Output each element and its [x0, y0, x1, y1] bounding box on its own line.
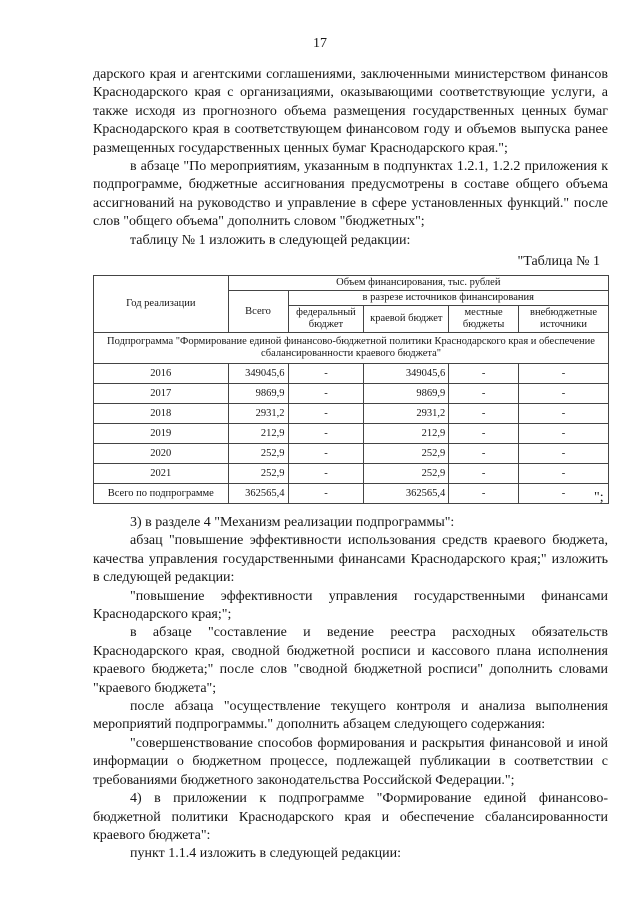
table-row: [94, 364, 609, 384]
table-row: [94, 444, 609, 464]
subprogram-row: Подпрограмма "Формирование единой финансово-бюджетной политики Краснодарского края и обеспечение сбалансированности краевого бюджета": [94, 333, 609, 364]
cell-year: 2017: [94, 384, 229, 404]
cell-federal: -: [288, 384, 364, 404]
cell-year: 2021: [94, 464, 229, 484]
cell-federal: -: [288, 484, 364, 504]
total-row: [94, 484, 609, 504]
cell-regional: 362565,4: [364, 484, 449, 504]
paragraph: "совершенствование способов формирования и раскрытия финансовой и иной информации о бюджетном процессе, подлежащей публикации в соответствии с требованиями бюджетного законодательства Российской Федерации.";: [93, 735, 608, 788]
paragraph: в абзаце "По мероприятиям, указанным в подпунктах 1.2.1, 1.2.2 приложения к подпрограмме, бюджетные ассигнования предусмотрены в составе общего объема ассигнований на руководство и управление в сфере установленных функций." после слов "общего объема" дополнить словом "бюджетных";: [93, 159, 608, 230]
table-end-mark: ";: [594, 490, 604, 505]
paragraph: таблицу № 1 изложить в следующей редакции:: [130, 232, 411, 248]
cell-extra: -: [519, 444, 609, 464]
cell-regional: 252,9: [364, 444, 449, 464]
cell-local: -: [449, 364, 519, 384]
table-row: [94, 404, 609, 424]
cell-total: 252,9: [228, 444, 288, 464]
cell-local: -: [449, 464, 519, 484]
table-row: [94, 464, 609, 484]
cell-total: 9869,9: [228, 384, 288, 404]
cell-regional: 212,9: [364, 424, 449, 444]
bottom-text-block: [93, 514, 608, 864]
cell-extra: -: [519, 364, 609, 384]
cell-year: 2018: [94, 404, 229, 424]
cell-total: 362565,4: [228, 484, 288, 504]
cell-extra: -: [519, 484, 609, 504]
paragraph: после абзаца "осуществление текущего контроля и анализа выполнения мероприятий подпрограммы." дополнить абзацем следующего содержания:: [93, 699, 608, 733]
header-extra: внебюджетные источники: [519, 306, 609, 333]
paragraph: 4) в приложении к подпрограмме "Формирование единой финансово-бюджетной политики Краснодарского края и обеспечение сбалансированности краевого бюджета":: [93, 791, 608, 843]
cell-total: 212,9: [228, 424, 288, 444]
header-by-sources: в разрезе источников финансирования: [288, 291, 609, 306]
cell-federal: -: [288, 424, 364, 444]
cell-regional: 349045,6: [364, 364, 449, 384]
top-text-block: [93, 66, 608, 250]
cell-year: 2020: [94, 444, 229, 464]
cell-federal: -: [288, 444, 364, 464]
paragraph: в абзаце "составление и ведение реестра расходных обязательств Краснодарского края, сводной бюджетной росписи и кассового плана исполнения краевого бюджета;" после слов "сводной бюджетной росписи" дополнить словами "краевого бюджета";: [93, 625, 608, 696]
cell-local: -: [449, 404, 519, 424]
cell-total-label: Всего по подпрограмме: [94, 484, 229, 504]
cell-year: 2019: [94, 424, 229, 444]
financing-table: [93, 275, 609, 504]
paragraph: абзац "повышение эффективности использования средств краевого бюджета, качества управления государственными финансами Краснодарского края;" изложить в следующей редакции:: [93, 533, 608, 586]
cell-extra: -: [519, 464, 609, 484]
cell-federal: -: [288, 404, 364, 424]
cell-federal: -: [288, 364, 364, 384]
cell-local: -: [449, 384, 519, 404]
cell-federal: -: [288, 464, 364, 484]
page-number: 17: [313, 36, 327, 51]
cell-total: 349045,6: [228, 364, 288, 384]
header-year: Год реализации: [94, 276, 229, 333]
cell-total: 2931,2: [228, 404, 288, 424]
cell-local: -: [449, 484, 519, 504]
cell-extra: -: [519, 384, 609, 404]
table-row: [94, 384, 609, 404]
paragraph: 3) в разделе 4 "Механизм реализации подпрограммы":: [130, 515, 455, 530]
cell-extra: -: [519, 404, 609, 424]
cell-extra: -: [519, 424, 609, 444]
header-local: местные бюджеты: [449, 306, 519, 333]
cell-local: -: [449, 424, 519, 444]
cell-regional: 2931,2: [364, 404, 449, 424]
paragraph: дарского края и агентскими соглашениями, заключенными министерством финансов Краснодарского края с организациями, оказывающими соответствующие услуги, а также исходя из прогнозного объема размещения государственных ценных бумаг Краснодарского края в соответствующем финансовом году и объемов выпуска ранее размещенных государственных ценных бумаг Краснодарского края.";: [93, 67, 608, 156]
cell-year: 2016: [94, 364, 229, 384]
cell-local: -: [449, 444, 519, 464]
paragraph: "повышение эффективности управления государственными финансами Краснодарского края;";: [93, 588, 608, 623]
table-caption: "Таблица № 1: [517, 254, 600, 269]
header-federal: федеральный бюджет: [288, 306, 364, 333]
paragraph: пункт 1.1.4 изложить в следующей редакции:: [130, 846, 401, 862]
header-volume: Объем финансирования, тыс. рублей: [228, 276, 608, 291]
cell-total: 252,9: [228, 464, 288, 484]
header-total: Всего: [228, 291, 288, 333]
cell-regional: 9869,9: [364, 384, 449, 404]
cell-regional: 252,9: [364, 464, 449, 484]
header-regional: краевой бюджет: [364, 306, 449, 333]
table-row: [94, 424, 609, 444]
